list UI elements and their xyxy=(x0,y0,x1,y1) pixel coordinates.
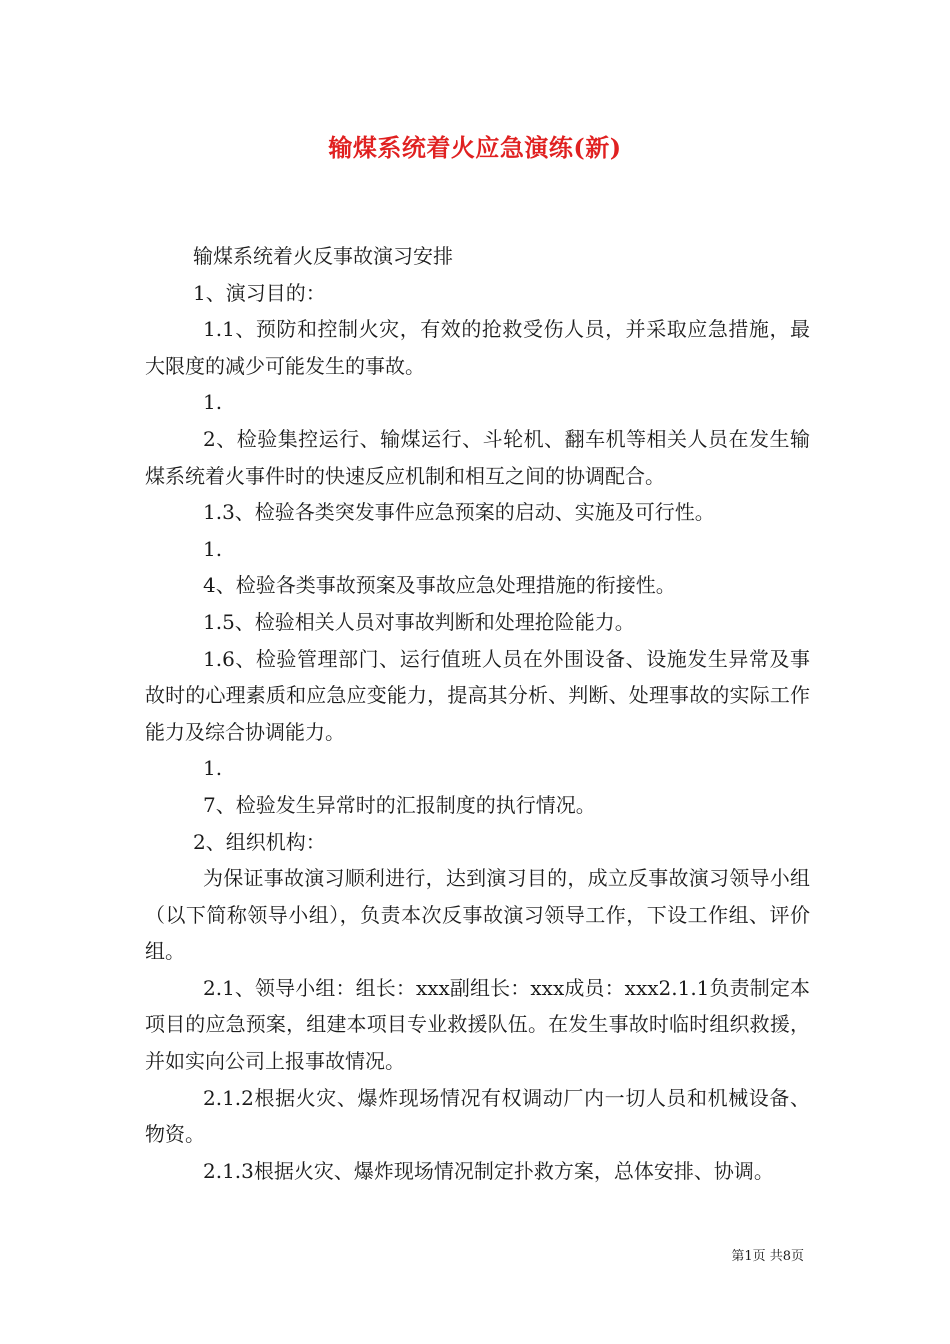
paragraph: 2.1.2根据火灾、爆炸现场情况有权调动厂内一切人员和机械设备、物资。 xyxy=(145,1085,810,1147)
page-number-footer: 第1页 共8页 xyxy=(731,1249,804,1264)
paragraph: 2、检验集控运行、输煤运行、斗轮机、翻车机等相关人员在发生输煤系统着火事件时的快速反应机制和相互之间的协调配合。 xyxy=(145,426,810,488)
paragraph: 1.6、检验管理部门、运行值班人员在外围设备、设施发生异常及事故时的心理素质和应急应变能力，提高其分析、判断、处理事故的实际工作能力及综合协调能力。 xyxy=(145,646,810,744)
paragraph: 1、演习目的： xyxy=(193,280,326,305)
paragraph: 1.3、检验各类突发事件应急预案的启动、实施及可行性。 xyxy=(203,500,715,525)
paragraph: 1. xyxy=(203,756,223,781)
paragraph: 2.1、领导小组：组长：xxx副组长：xxx成员：xxx2.1.1负责制定本项目的应急预案，组建本项目专业救援队伍。在发生事故时临时组织救援，并如实向公司上报事故情况。 xyxy=(145,975,810,1074)
paragraph: 2、组织机构： xyxy=(193,829,326,854)
document-body xyxy=(145,238,810,1189)
paragraph: 为保证事故演习顺利进行，达到演习目的，成立反事故演习领导小组（以下简称领导小组），负责本次反事故演习领导工作，下设工作组、评价组。 xyxy=(145,866,810,964)
paragraph: 2.1.3根据火灾、爆炸现场情况制定扑救方案，总体安排、协调。 xyxy=(203,1158,774,1183)
paragraph: 1. xyxy=(203,536,223,561)
paragraph: 1.5、检验相关人员对事故判断和处理抢险能力。 xyxy=(203,609,635,634)
paragraph: 1. xyxy=(203,390,223,415)
paragraph: 7、检验发生异常时的汇报制度的执行情况。 xyxy=(203,792,596,817)
paragraph: 4、检验各类事故预案及事故应急处理措施的衔接性。 xyxy=(203,573,676,598)
paragraph: 输煤系统着火反事故演习安排 xyxy=(193,244,453,268)
document-title: 输煤系统着火应急演练(新) xyxy=(328,133,622,162)
paragraph: 1.1、预防和控制火灾，有效的抢救受伤人员，并采取应急措施，最大限度的减少可能发生的事故。 xyxy=(145,317,810,378)
